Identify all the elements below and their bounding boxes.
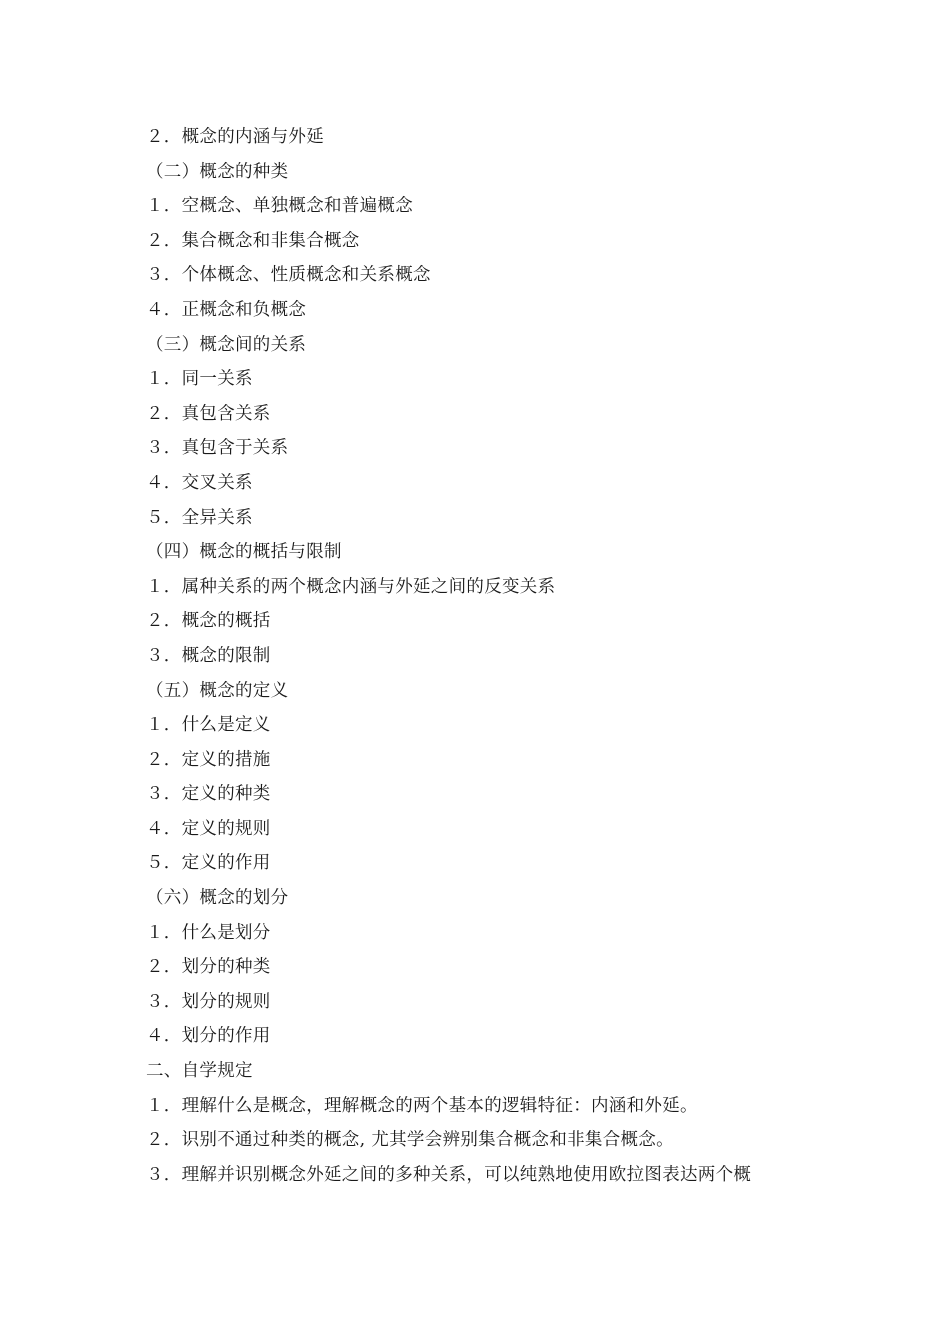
text-line: ２．定义的措施 xyxy=(146,749,271,770)
text-line: ２．真包含关系 xyxy=(146,403,271,424)
text-line: １．理解什么是概念，理解概念的两个基本的逻辑特征：内涵和外延。 xyxy=(146,1095,698,1116)
text-line: ５．全异关系 xyxy=(146,507,253,528)
text-line: ３．概念的限制 xyxy=(146,645,271,666)
text-line: １．什么是划分 xyxy=(146,922,271,943)
section-heading: （四）概念的概括与限制 xyxy=(146,542,342,563)
text-line: ４．划分的作用 xyxy=(146,1026,271,1047)
text-line: ３．定义的种类 xyxy=(146,784,271,805)
text-line: ２．概念的概括 xyxy=(146,611,271,632)
document-body xyxy=(146,120,846,1192)
section-heading: 二、自学规定 xyxy=(146,1061,253,1082)
text-line: １．什么是定义 xyxy=(146,715,271,736)
text-line: ２．概念的内涵与外延 xyxy=(146,127,324,147)
section-heading: （三）概念间的关系 xyxy=(146,334,307,355)
text-line: １．空概念、单独概念和普遍概念 xyxy=(146,196,413,217)
text-line: ３．划分的规则 xyxy=(146,991,271,1012)
section-heading: （二）概念的种类 xyxy=(146,161,289,182)
text-line: ４．交叉关系 xyxy=(146,472,253,493)
text-line: ３．理解并识别概念外延之间的多种关系，可以纯熟地使用欧拉图表达两个概 xyxy=(146,1164,752,1185)
text-line: １．同一关系 xyxy=(146,369,253,390)
text-line: ２．划分的种类 xyxy=(146,957,271,978)
text-line: ２．集合概念和非集合概念 xyxy=(146,230,360,251)
text-line: ３．真包含于关系 xyxy=(146,438,289,459)
text-line: ４．定义的规则 xyxy=(146,818,271,839)
text-line: ５．定义的作用 xyxy=(146,853,271,874)
text-line: ２．识别不通过种类的概念, 尤其学会辨别集合概念和非集合概念。 xyxy=(146,1130,674,1151)
section-heading: （六）概念的划分 xyxy=(146,888,289,909)
text-line: ４．正概念和负概念 xyxy=(146,299,307,320)
text-line: １．属种关系的两个概念内涵与外延之间的反变关系 xyxy=(146,576,556,597)
text-line: ３．个体概念、性质概念和关系概念 xyxy=(146,265,431,286)
section-heading: （五）概念的定义 xyxy=(146,680,289,701)
